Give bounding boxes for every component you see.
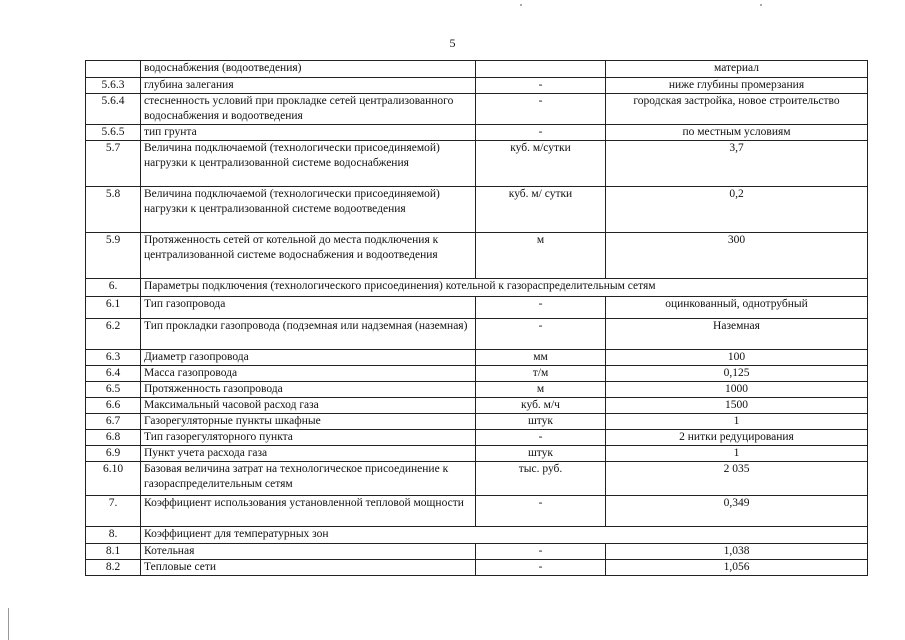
row-number-cell: 8.1 [86,544,141,560]
parameter-name-cell: Тип газорегуляторного пункта [141,430,476,446]
value-cell: оцинкованный, однотрубный [606,297,868,319]
row-number-cell: 5.7 [86,141,141,187]
unit-cell: - [476,496,606,527]
table-row [86,446,868,462]
value-cell: 0,349 [606,496,868,527]
parameter-name-cell: глубина залегания [141,78,476,94]
value-cell: ниже глубины промерзания [606,78,868,94]
row-number-cell: 6.2 [86,319,141,350]
value-cell: материал [606,61,868,78]
value-cell: 1 [606,414,868,430]
unit-cell: - [476,319,606,350]
parameter-name-cell: Котельная [141,544,476,560]
value-cell: 1,038 [606,544,868,560]
value-cell: 1,056 [606,560,868,576]
unit-cell: - [476,297,606,319]
scan-speck [520,4,522,6]
value-cell: Наземная [606,319,868,350]
unit-cell: куб. м/сутки [476,141,606,187]
value-cell: по местным условиям [606,125,868,141]
row-number-cell [86,61,141,78]
value-cell: 2 нитки редуцирования [606,430,868,446]
section-heading-cell: Параметры подключения (технологического присоединения) котельной к газораспределительным сетям [141,279,868,297]
unit-cell: куб. м/ч [476,398,606,414]
unit-cell: - [476,94,606,125]
table-row [86,279,868,297]
table-row [86,560,868,576]
table-row [86,398,868,414]
table-row [86,125,868,141]
table-row [86,350,868,366]
parameter-name-cell: Протяженность газопровода [141,382,476,398]
parameter-name-cell: Масса газопровода [141,366,476,382]
table-row [86,430,868,446]
unit-cell: тыс. руб. [476,462,606,496]
table-row [86,496,868,527]
parameter-name-cell: Коэффициент использования установленной тепловой мощности [141,496,476,527]
table-row [86,297,868,319]
value-cell: 1500 [606,398,868,414]
table-row [86,462,868,496]
parameter-name-cell: Величина подключаемой (технологически присоединяемой) нагрузки к централизованной системе водоснабжения [141,141,476,187]
value-cell: 2 035 [606,462,868,496]
parameter-name-cell: Протяженность сетей от котельной до места подключения к централизованной системе водоснабжения и водоотведения [141,233,476,279]
unit-cell: куб. м/ сутки [476,187,606,233]
table-row [86,61,868,78]
value-cell: 0,125 [606,366,868,382]
unit-cell: т/м [476,366,606,382]
parameter-name-cell: Тепловые сети [141,560,476,576]
row-number-cell: 6. [86,279,141,297]
unit-cell: - [476,78,606,94]
table-row [86,366,868,382]
table-row [86,141,868,187]
row-number-cell: 5.9 [86,233,141,279]
parameter-name-cell: Тип прокладки газопровода (подземная или надземная (наземная) [141,319,476,350]
parameter-name-cell: Диаметр газопровода [141,350,476,366]
unit-cell [476,61,606,78]
parameter-name-cell: Тип газопровода [141,297,476,319]
value-cell: 100 [606,350,868,366]
table-row [86,233,868,279]
row-number-cell: 8.2 [86,560,141,576]
value-cell: 1 [606,446,868,462]
scan-margin-line [8,608,9,640]
parameter-name-cell: Максимальный часовой расход газа [141,398,476,414]
table-row [86,319,868,350]
table-row [86,187,868,233]
scan-speck [760,4,762,6]
unit-cell: - [476,125,606,141]
page-number: 5 [449,36,456,50]
row-number-cell: 6.4 [86,366,141,382]
row-number-cell: 6.9 [86,446,141,462]
row-number-cell: 6.7 [86,414,141,430]
unit-cell: - [476,560,606,576]
table-row [86,382,868,398]
parameter-name-cell: Газорегуляторные пункты шкафные [141,414,476,430]
row-number-cell: 6.1 [86,297,141,319]
unit-cell: - [476,430,606,446]
table-row [86,78,868,94]
row-number-cell: 6.8 [86,430,141,446]
parameter-name-cell: Величина подключаемой (технологически присоединяемой) нагрузки к централизованной системе водоотведения [141,187,476,233]
row-number-cell: 6.6 [86,398,141,414]
parameter-name-cell: водоснабжения (водоотведения) [141,61,476,78]
row-number-cell: 7. [86,496,141,527]
unit-cell: штук [476,446,606,462]
parameter-name-cell: тип грунта [141,125,476,141]
value-cell: городская застройка, новое строительство [606,94,868,125]
table-row [86,414,868,430]
value-cell: 300 [606,233,868,279]
row-number-cell: 6.5 [86,382,141,398]
unit-cell: м [476,382,606,398]
unit-cell: - [476,544,606,560]
unit-cell: штук [476,414,606,430]
table-row [86,544,868,560]
unit-cell: мм [476,350,606,366]
row-number-cell: 5.6.5 [86,125,141,141]
row-number-cell: 5.6.4 [86,94,141,125]
row-number-cell: 5.6.3 [86,78,141,94]
row-number-cell: 8. [86,527,141,544]
parameter-name-cell: Базовая величина затрат на технологическое присоединение к газораспределительным сетям [141,462,476,496]
unit-cell: м [476,233,606,279]
table-body [86,61,868,576]
value-cell: 3,7 [606,141,868,187]
row-number-cell: 5.8 [86,187,141,233]
value-cell: 1000 [606,382,868,398]
table-row [86,527,868,544]
row-number-cell: 6.10 [86,462,141,496]
section-heading-cell: Коэффициент для температурных зон [141,527,868,544]
table-row [86,94,868,125]
parameters-table [85,60,868,576]
value-cell: 0,2 [606,187,868,233]
parameter-name-cell: стесненность условий при прокладке сетей централизованного водоснабжения и водоотведения [141,94,476,125]
parameter-name-cell: Пункт учета расхода газа [141,446,476,462]
row-number-cell: 6.3 [86,350,141,366]
